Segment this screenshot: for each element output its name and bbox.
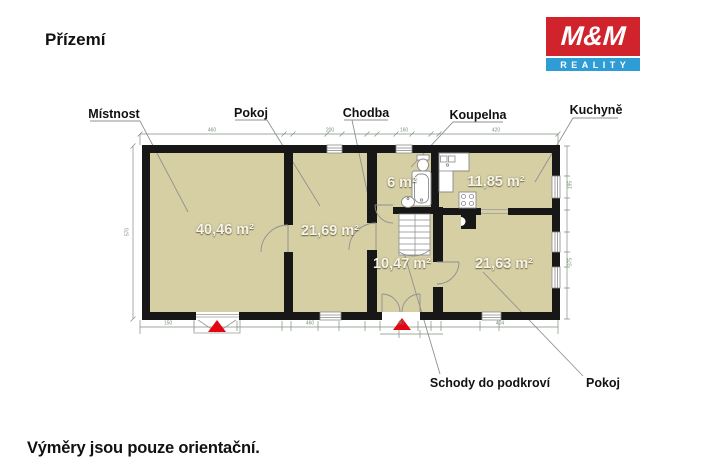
room-label-pokoj-top: Pokoj bbox=[233, 106, 269, 120]
entrances bbox=[194, 318, 411, 333]
dim-top-1: 460 bbox=[207, 127, 217, 134]
logo-mm-text: M&M bbox=[559, 21, 627, 51]
area-pokoj-bottom: 21,63 m² bbox=[474, 256, 534, 272]
area-pokoj-top: 21,69 m² bbox=[300, 223, 360, 239]
dim-left-1: 570 bbox=[124, 227, 131, 237]
logo-reality-text: REALITY bbox=[546, 58, 640, 71]
area-chodba: 10,47 m² bbox=[372, 256, 432, 272]
stairs-icon bbox=[399, 214, 430, 256]
area-kuchyne: 11,85 m² bbox=[467, 174, 525, 190]
fireplace-icon bbox=[461, 214, 476, 229]
room-label-chodba: Chodba bbox=[342, 106, 390, 120]
window-top-1 bbox=[327, 145, 342, 153]
window-bottom-2 bbox=[482, 312, 501, 320]
room-label-koupelna: Koupelna bbox=[449, 108, 507, 122]
room-label-pokoj-bottom: Pokoj bbox=[585, 376, 621, 390]
room-label-kuchyne: Kuchyně bbox=[569, 103, 623, 117]
window-bottom-1 bbox=[320, 312, 341, 320]
dim-right-2: 375 bbox=[567, 257, 574, 267]
page-title: Přízemí bbox=[45, 30, 106, 49]
window-right-2 bbox=[552, 232, 560, 252]
dim-right-1: 195 bbox=[567, 180, 574, 190]
dim-bottom-1: 150 bbox=[163, 320, 173, 327]
footnote: Výměry jsou pouze orientační. bbox=[27, 439, 260, 457]
window-right-1 bbox=[552, 176, 560, 198]
area-koupelna: 6 m² bbox=[387, 175, 417, 191]
dim-top-4: 420 bbox=[491, 127, 501, 134]
entrance-arrow-icon bbox=[208, 320, 226, 332]
dim-bottom-3: 90 bbox=[398, 320, 404, 327]
area-mistnost: 40,46 m² bbox=[195, 222, 255, 238]
window-right-3 bbox=[552, 267, 560, 288]
dim-bottom-2: 460 bbox=[305, 320, 315, 327]
dim-top-2: 200 bbox=[325, 127, 335, 134]
sink-icon bbox=[402, 197, 415, 208]
room-label-mistnost: Místnost bbox=[88, 107, 140, 121]
window-top-2 bbox=[396, 145, 412, 153]
dim-bottom-4: 404 bbox=[495, 320, 505, 327]
toilet-icon bbox=[417, 155, 429, 171]
dim-top-3: 160 bbox=[399, 127, 409, 134]
room-label-schody: Schody do podkroví bbox=[429, 376, 551, 390]
stove-icon bbox=[459, 192, 476, 208]
